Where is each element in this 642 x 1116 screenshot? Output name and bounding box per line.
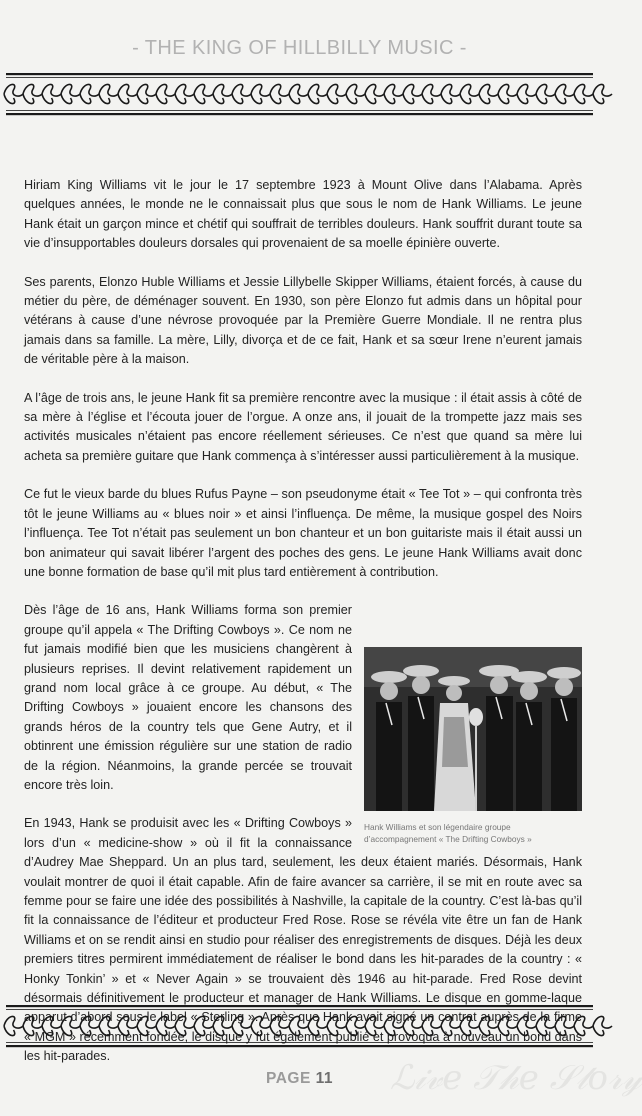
article-body [24, 176, 582, 1086]
page-label: PAGE [266, 1070, 311, 1087]
page-number-footer [0, 1070, 599, 1088]
caption-line-2: d’accompagnement « The Drifting Cowboys » [364, 834, 532, 845]
paragraph-4: Ce fut le vieux barde du blues Rufus Payne – son pseudonyme était « Tee Tot » – qui confronta très tôt le jeune Williams au « blues noir » et ainsi l’influença. De même, la musique gospel des Noirs l’influença. Tee Tot n’était pas seulement un bon chanteur et un bon guitariste mais il était aussi un bon animateur qui savait libérer l’argent des poches des gens. Le jeune Hank Williams avait donc une bonne formation de base qu’il mit plus tard entièrement à contribution. [24, 487, 582, 579]
paragraph-6: En 1943, Hank se produisit avec les « Drifting Cowboys » lors d’un « medicine-show » où il fit la connaissance d’Audrey Mae Sheppard. Un an plus tard, seulement, les deux étaient mariés. Désormais, Hank voulait montrer de quoi il était capable. Afin de faire avancer sa carrière, il se mit en route avec sa femme pour se faire une idée des possibilités à Nashville, la capitale de la country. C’est là-bas qu’il fit la connaissance de l’éditeur et producteur Fred Rose. Rose se révéla vite être un fan de Hank Williams et on se rendit ainsi en studio pour réaliser des enregistrements de disques. Déjà les deux premiers titres permirent immédiatement de réaliser le bond dans les hit-parades de la country : « Honky Tonkin’ » et « Never Again » se trouvaient dès 1946 au hit-parade. Fred Rose devint désormais définitivement le producteur et manager de Hank Williams. Le disque en gomme-laque apparut d’abord sous le label « Sterling ». Après que Hank avait signé un contrat auprès de la firme « MGM » récemment fondée, le disque y fut également publié et provoqua à nouveau un bond dans les hit-parades. [24, 816, 582, 1064]
photo-section [24, 601, 582, 1066]
paragraph-5: Dès l’âge de 16 ans, Hank Williams forma son premier groupe qu’il appela « The Drifting Cowboys ». Ce nom ne fut jamais modifié bien que les musiciens changèrent à plusieurs reprises. Il devint relativement rapidement un grand nom local grâce à ce groupe. Au début, « The Drifting Cowboys » jouaient encore les chansons des grands héros de la country tels que Gene Autry, et il obtinrent une émission régulière sur une station de radio de la région. Néanmoins, la grande percée se trouvait encore très loin. [24, 603, 352, 792]
page-number: 11 [315, 1070, 333, 1087]
paragraph-2: Ses parents, Elonzo Huble Williams et Jessie Lillybelle Skipper Williams, étaient forcés, à cause du métier du père, de déménager souvent. En 1930, son père Elonzo fut admis dans un hôpital pour vétérans à cause d’une névrose provoquée par la Première Guerre Mondiale. Il ne rentra plus jamais dans sa famille. La mère, Lilly, divorça et de ce fait, Hank et sa sœur Irene n’eurent jamais de véritable père à la maison. [24, 274, 582, 367]
paragraph-1: Hiriam King Williams vit le jour le 17 septembre 1923 à Mount Olive dans l’Alabama. Après quelques années, le monde ne le connaissait plus que sous le nom de Hank Williams. Le jeune Hank était un garçon mince et chétif qui souffrait de terribles douleurs. Hank souffrit durant toute sa vie d’insupportables douleurs dorsales qui provenaient de sa moelle épinière ouverte. [24, 178, 582, 251]
ornamental-border-top [0, 72, 599, 116]
paragraph-3: A l’âge de trois ans, le jeune Hank fit sa première rencontre avec la musique : il était assis à côté de sa mère à l’église et l’écouta jouer de l’orgue. A onze ans, il jouait de la trompette jazz mais ses activités musicales n’étaient pas encore réellement sérieuses. Ce n’est que quand sa mère lui acheta sa première guitare que Hank commença à s’intéresser aussi particulièrement à la musique. [24, 390, 582, 463]
photo-caption [364, 811, 582, 845]
ornamental-border-bottom [0, 1004, 599, 1048]
page-header-title: - THE KING OF HILLBILLY MUSIC - [132, 37, 467, 59]
signature-watermark: ℒ𝒾𝓋𝑒 𝒯𝒽𝑒 𝒮𝓉𝑜𝓇𝓎 [390, 1058, 642, 1098]
photo-figure [364, 647, 582, 845]
band-photo [364, 647, 582, 811]
caption-line-1: Hank Williams et son légendaire groupe [364, 822, 511, 833]
